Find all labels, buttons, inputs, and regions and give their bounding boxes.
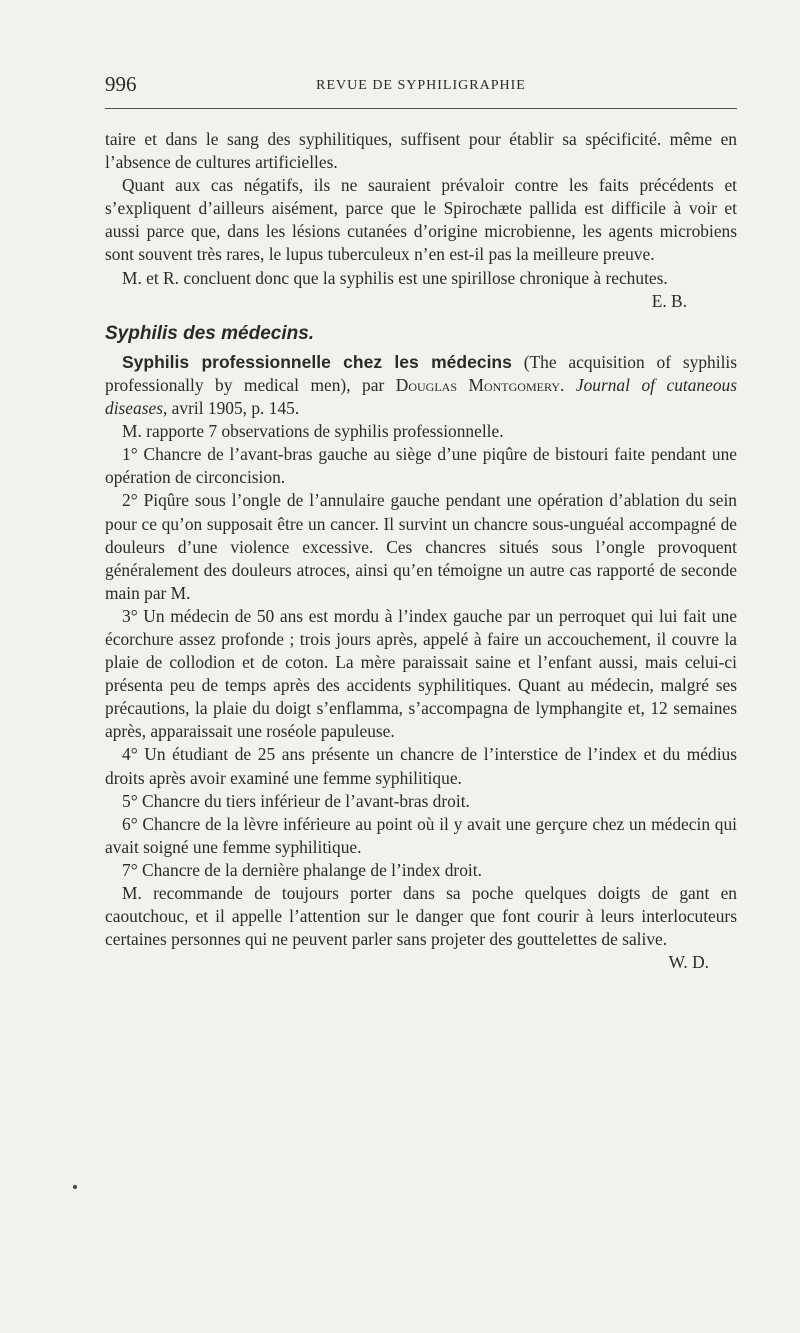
paragraph-conclusion	[105, 267, 737, 311]
paragraph-recommendation	[105, 882, 737, 973]
article-title: Syphilis professionnelle chez les médecins	[122, 351, 512, 372]
observation-7: 7° Chancre de la dernière phalange de l’index droit.	[122, 859, 482, 880]
paragraph-continuation: taire et dans le sang des syphilitiques, suffisent pour établir sa spécificité. même en l’absence de cultures artificielles.	[105, 129, 737, 173]
article-reference	[105, 351, 737, 420]
author-name: Douglas Montgomery	[395, 374, 560, 395]
journal-name: Journal of cutaneous diseases	[105, 374, 737, 419]
reference-mid: .	[559, 374, 576, 395]
paragraph-negative-cases: Quant aux cas négatifs, ils ne sauraient prévaloir contre les faits précédents et s’expliquent d’ailleurs aisément, parce que le Spirochæte pallida est difficile à voir et aussi parce que, dans les lésions cutanées d’origine microbienne, les agents microbiens sont souvent très rares, le lupus tuberculeux n’en est-il pas la meilleure preuve.	[105, 175, 737, 265]
recommendation-text: M. recommande de toujours porter dans sa poche quelques doigts de gant en caoutchouc, et il appelle l’attention sur le danger que font courir à leurs interlocuteurs certaines personnes qui ne peuvent parler sans projeter des gouttelettes de salive.	[105, 883, 737, 950]
margin-dot	[73, 1185, 77, 1189]
running-title: REVUE DE SYPHILIGRAPHIE	[316, 78, 526, 93]
observation-6: 6° Chancre de la lèvre inférieure au point où il y avait une gerçure chez un médecin qui avait soigné une femme syphilitique.	[105, 813, 737, 857]
conclusion-text: M. et R. concluent donc que la syphilis est une spirillose chronique à rechutes.	[122, 267, 668, 288]
header-rule	[105, 108, 737, 109]
section-title: Syphilis des médecins.	[105, 322, 315, 344]
paragraph-intro: M. rapporte 7 observations de syphilis professionnelle.	[122, 421, 504, 442]
observation-4: 4° Un étudiant de 25 ans présente un chancre de l’interstice de l’index et du médius droits après avoir examiné une femme syphilitique.	[105, 744, 737, 788]
signature-wd: W. D.	[668, 952, 709, 973]
observation-3: 3° Un médecin de 50 ans est mordu à l’index gauche par un perroquet qui lui fait une écorchure assez profonde ; trois jours après, appelé à faire un accouchement, il couvre la plaie de collodion et de coton. La mère paraissait saine et l’enfant aussi, mais celui-ci présenta peu de temps après des accidents syphilitiques. Quant au médecin, malgré ses précautions, la plaie du doigt s’enflamma, s’accompagna de lymphangite et, 12 semaines après, apparaissait une roséole papuleuse.	[105, 605, 737, 742]
page-header	[105, 68, 737, 98]
observation-2: 2° Piqûre sous l’ongle de l’annulaire gauche pendant une opération d’ablation du sein pour ce qu’on supposait être un cancer. Il survint un chancre sous-unguéal accompagné de douleurs d’une violence excessive. Ces chancres situés sous l’ongle provoquent généralement des douleurs atroces, ainsi qu’en témoigne un autre cas rapporté de seconde main par M.	[105, 490, 737, 603]
signature-eb: E. B.	[651, 290, 687, 311]
observation-5: 5° Chancre du tiers inférieur de l’avant-bras droit.	[122, 790, 470, 811]
reference-pre: (The acquisition of syphilis professionally by medical men), par	[105, 351, 737, 395]
reference-post: , avril 1905, p. 145.	[162, 398, 300, 419]
page-number: 996	[105, 72, 137, 96]
body-text	[105, 128, 737, 974]
observation-1: 1° Chancre de l’avant-bras gauche au siège d’une piqûre de bistouri faite pendant une opération de circoncision.	[105, 444, 737, 488]
